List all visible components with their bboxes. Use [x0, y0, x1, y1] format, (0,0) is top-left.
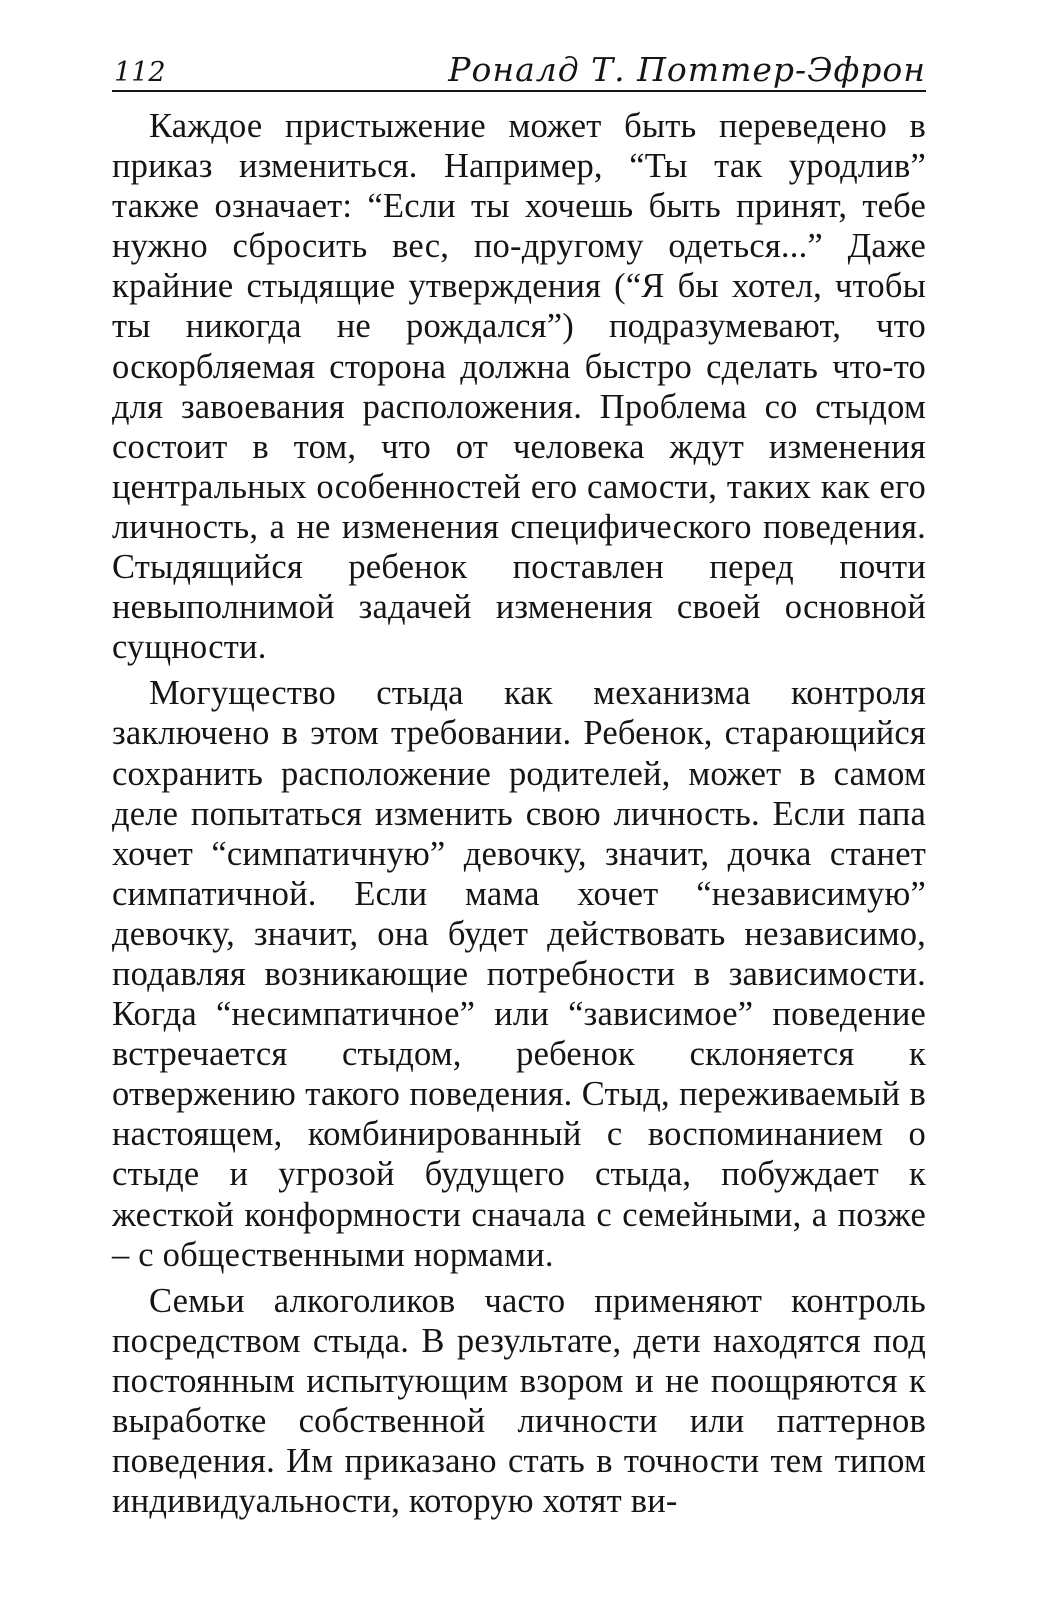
paragraph: Семьи алкоголиков часто применяют контроль посредством стыда. В результате, дети находятся под постоянным испытующим взором и не поощряются к выработке собственной личности или паттернов поведения. Им приказано стать в точности тем типом индивидуальности, которую хотят ви- — [112, 1281, 926, 1521]
book-page — [112, 50, 926, 1527]
page-number: 112 — [114, 57, 166, 88]
paragraph: Могущество стыда как механизма контроля заключено в этом требовании. Ребенок, старающийся сохранить расположение родителей, может в самом деле попытаться изменить свою личность. Если папа хочет “симпатичную” девочку, значит, дочка станет симпатичной. Если мама хочет “независимую” девочку, значит, она будет действовать независимо, подавляя возникающие потребности в зависимости. Когда “несимпатичное” или “зависимое” поведение встречается стыдом, ребенок склоняется к отвержению такого поведения. Стыд, переживаемый в настоящем, комбинированный с воспоминанием о стыде и угрозой будущего стыда, побуждает к жесткой конформности сначала с семейными, а позже – с общественными нормами. — [112, 674, 926, 1274]
body-text — [112, 106, 926, 1521]
running-header — [112, 50, 926, 92]
running-header-author: Роналд Т. Поттер-Эфрон — [448, 50, 926, 89]
paragraph: Каждое пристыжение может быть переведено в приказ измениться. Например, “Ты так уродлив” также означает: “Если ты хочешь быть принят, тебе нужно сбросить вес, по-другому одеться...” Даже крайние стыдящие утверждения (“Я бы хотел, чтобы ты никогда не рождался”) подразумевают, что оскорбляемая сторона должна быстро сделать что-то для завоевания расположения. Проблема со стыдом состоит в том, что от человека ждут изменения центральных особенностей его самости, таких как его личность, а не изменения специфического поведения. Стыдящийся ребенок поставлен перед почти невыполнимой задачей изменения своей основной сущности. — [112, 107, 926, 667]
